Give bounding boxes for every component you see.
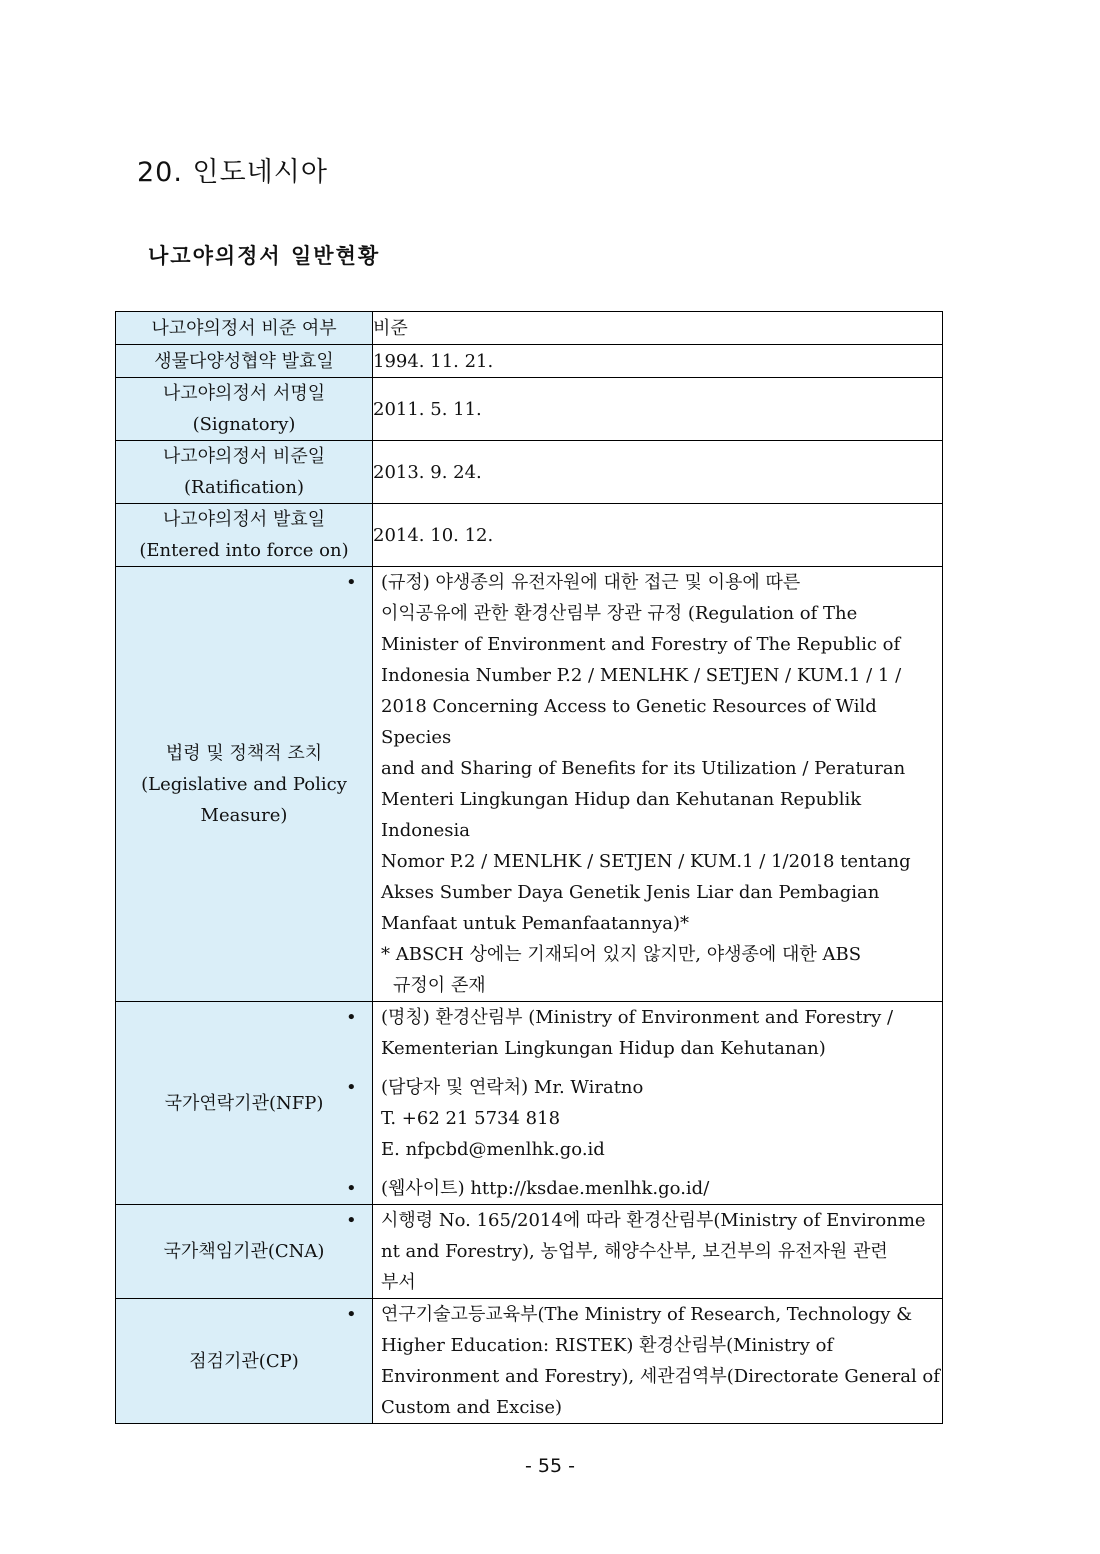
value-entry-force: 2014. 10. 12. — [373, 504, 943, 567]
label-cbd-entry: 생물다양성협약 발효일 — [116, 345, 373, 378]
label-legislative-en1: (Legislative and Policy — [141, 773, 347, 795]
label-entry-force-en: (Entered into force on) — [139, 540, 349, 561]
label-entry-force-ko: 나고야의정서 발효일 — [162, 509, 326, 530]
table-row — [116, 378, 943, 441]
label-signatory-en: (Signatory) — [192, 414, 296, 435]
legislative-line: Indonesia Number P.2 / MENLHK / SETJEN / KUM.1 / 1 / — [381, 665, 902, 686]
nfp-name-line: • (명칭) 환경산림부 (Ministry of Environment and Forestry / — [381, 1007, 894, 1028]
nfp-contact-person: • (담당자 및 연락처) Mr. Wiratno — [381, 1077, 644, 1098]
legislative-line: • (규정) 야생종의 유전자원에 대한 접근 및 이용에 따른 — [381, 572, 801, 593]
cp-line: Higher Education: RISTEK) 환경산림부(Ministry of — [381, 1335, 834, 1356]
list-item — [373, 1299, 942, 1423]
label-signatory-ko: 나고야의정서 서명일 — [162, 383, 326, 404]
value-cna — [373, 1205, 943, 1299]
list-item — [373, 567, 942, 1001]
nfp-email: E. nfpcbd@menlhk.go.id — [381, 1139, 605, 1160]
label-entry-force — [116, 504, 373, 567]
value-nfp — [373, 1002, 943, 1205]
nfp-name-line: Kementerian Lingkungan Hidup dan Kehutanan) — [381, 1038, 826, 1059]
cna-list — [373, 1205, 942, 1298]
label-legislative — [116, 567, 373, 1002]
list-item — [373, 1072, 942, 1165]
cna-line: • 시행령 No. 165/2014에 따라 환경산림부(Ministry of Environme — [381, 1210, 926, 1231]
legislative-line: 2018 Concerning Access to Genetic Resources of Wild Species — [381, 696, 877, 748]
label-ratification-ko: 나고야의정서 비준일 — [162, 446, 326, 467]
nfp-list — [373, 1002, 942, 1204]
cp-line: Custom and Excise) — [381, 1397, 563, 1418]
cp-line: • 연구기술고등교육부(The Ministry of Research, Technology & — [381, 1304, 913, 1325]
legislative-line: Menteri Lingkungan Hidup dan Kehutanan Republik Indonesia — [381, 789, 862, 841]
cp-list — [373, 1299, 942, 1423]
nfp-website: • (웹사이트) http://ksdae.menlhk.go.id/ — [381, 1178, 710, 1199]
label-legislative-en2: Measure) — [200, 804, 288, 826]
nfp-phone: T. +62 21 5734 818 — [381, 1108, 561, 1129]
table-row — [116, 1002, 943, 1205]
cna-line: nt and Forestry), 농업부, 해양수산부, 보건부의 유전자원 관련 — [381, 1241, 888, 1262]
table-row — [116, 1205, 943, 1299]
legislative-line: Nomor P.2 / MENLHK / SETJEN / KUM.1 / 1/2018 tentang — [381, 851, 911, 872]
section-subtitle: 나고야의정서 일반현황 — [148, 244, 381, 268]
cna-line: 부서 — [381, 1272, 416, 1293]
table-row — [116, 1299, 943, 1424]
legislative-line: and and Sharing of Benefits for its Utilization / Peraturan — [381, 758, 906, 779]
value-signatory: 2011. 5. 11. — [373, 378, 943, 441]
list-item — [373, 1002, 942, 1064]
label-cna: 국가책임기관(CNA) — [116, 1205, 373, 1299]
list-item — [373, 1173, 942, 1204]
value-ratification-status: 비준 — [373, 312, 943, 345]
list-item — [373, 1205, 942, 1298]
legislative-line: Akses Sumber Daya Genetik Jenis Liar dan Pembagian — [381, 882, 880, 903]
legislative-list — [373, 567, 942, 1001]
table-row — [116, 345, 943, 378]
label-cp: 점검기관(CP) — [116, 1299, 373, 1424]
value-cp — [373, 1299, 943, 1424]
table-row — [116, 504, 943, 567]
label-legislative-ko: 법령 및 정책적 조치 — [165, 742, 323, 764]
legislative-note: * ABSCH 상에는 기재되어 있지 않지만, 야생종에 대한 ABS — [381, 944, 862, 965]
legislative-note-continued: 규정이 존재 — [393, 975, 486, 996]
value-legislative — [373, 567, 943, 1002]
label-ratification — [116, 441, 373, 504]
legislative-line: Minister of Environment and Forestry of The Republic of — [381, 634, 901, 655]
label-ratification-status: 나고야의정서 비준 여부 — [116, 312, 373, 345]
legislative-line: 이익공유에 관한 환경산림부 장관 규정 (Regulation of The — [381, 603, 858, 624]
nagoya-status-table — [115, 311, 943, 1424]
table-row — [116, 567, 943, 1002]
page-number: - 55 - — [525, 1455, 575, 1477]
label-nfp: 국가연락기관(NFP) — [116, 1002, 373, 1205]
label-signatory — [116, 378, 373, 441]
legislative-line: Manfaat untuk Pemanfaatannya)* — [381, 913, 690, 934]
table-row — [116, 312, 943, 345]
label-ratification-en: (Ratification) — [184, 477, 304, 498]
cp-line: Environment and Forestry), 세관검역부(Directorate General of — [381, 1366, 940, 1387]
table-row — [116, 441, 943, 504]
page-title: 20. 인도네시아 — [137, 157, 328, 188]
value-ratification: 2013. 9. 24. — [373, 441, 943, 504]
value-cbd-entry: 1994. 11. 21. — [373, 345, 943, 378]
